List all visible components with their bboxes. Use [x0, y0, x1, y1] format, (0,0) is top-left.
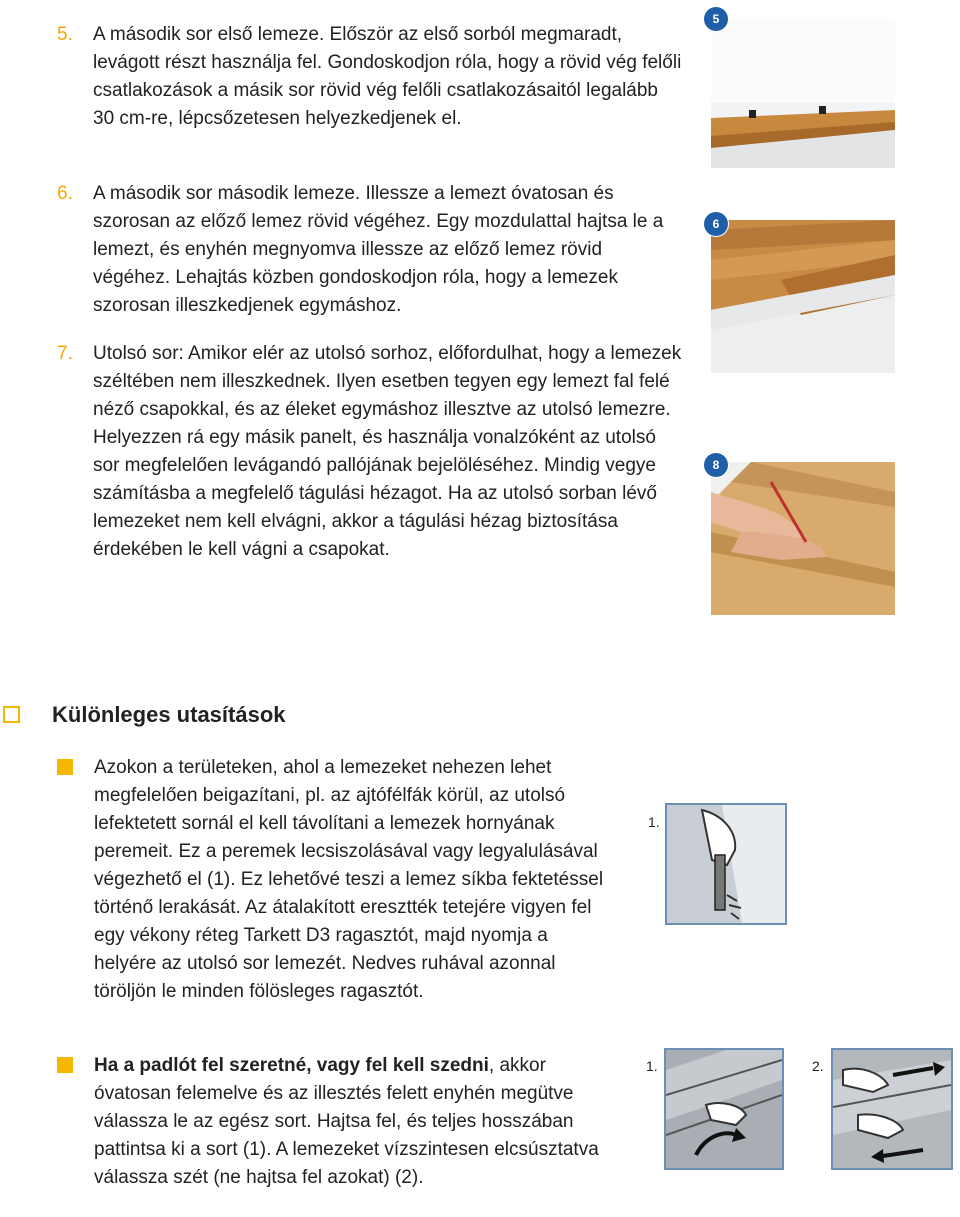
photo-badge-5: 5 — [704, 7, 728, 31]
bullet-square-icon — [57, 759, 73, 775]
illustration-label: 1. — [646, 1058, 658, 1074]
illustration-plane-edge — [665, 803, 787, 925]
illustration-slide-apart — [831, 1048, 953, 1170]
step-number-6: 6. — [57, 183, 73, 204]
special-paragraph-1: Azokon a területeken, ahol a lemezeket nehezen lehet megfelelően beigazítani, pl. az ajtófélfák körül, az utolsó lefektetett sornál el kell távolítani a lemezek hornyának peremeit. Ez a peremek lecsiszolásával vagy legyalulásával végezhető el (1). Ez lehetővé teszi a lemez síkba fektetéssel történő lerakását. Az átalakított eresztték tetejére vigyen fel egy vékony réteg Tarkett D3 ragasztót, majd nyomja a helyére az utolsó sor lemezét. Nedves ruhával azonnal töröljön le minden fölösleges ragasztót. — [94, 757, 604, 1002]
illustration-lift-row — [664, 1048, 784, 1170]
photo-badge-8: 8 — [704, 453, 728, 477]
illustration-label: 1. — [648, 814, 660, 830]
photo-step-8 — [711, 462, 895, 615]
special-paragraph-2-rest: , akkor óvatosan felemelve és az illesztés felett enyhén megütve válassza le az egész sort. Hajtsa fel, és teljes hosszában pattintsa ki a sort (1). A lemezeket vízszintesen elcsúsztatva válassza szét (ne hajtsa fel azokat) (2). — [94, 1055, 599, 1188]
step-text-5: A második sor első lemeze. Először az első sorból megmaradt, levágott részt használja fel. Gondoskodjon róla, hogy a rövid vég felőli csatlakozások a másik sor rövid vég felőli csatlakozásaitól legalább 30 cm-re, lépcsőzetesen helyezkedjenek el. — [93, 24, 682, 129]
section-title: Különleges utasítások — [52, 702, 286, 727]
step-number-7: 7. — [57, 343, 73, 364]
step-number-5: 5. — [57, 24, 73, 45]
section-checkbox-icon — [3, 706, 20, 723]
step-text-7: Utolsó sor: Amikor elér az utolsó sorhoz, előfordulhat, hogy a lemezek széltében nem illeszkednek. Ilyen esetben tegyen egy lemezt fal felé néző csapokkal, és az éleket egymáshoz illesztve az utolsó lemezre. Helyezzen rá egy másik panelt, és használja vonalzóként az utolsó sor megfelelően levágandó pallójának bejelöléséhez. Mindig vegye számításba a megfelelő tágulási hézagot. Ha az utolsó sorban lévő lemezeket nem kell elvágni, akkor a tágulási hézag biztosítása érdekében le kell vágni a csapokat. — [93, 343, 682, 560]
photo-badge-6: 6 — [704, 212, 728, 236]
photo-step-6 — [711, 220, 895, 373]
special-paragraph-2-bold: Ha a padlót fel szeretné, vagy fel kell szedni — [94, 1055, 489, 1076]
photo-step-5 — [711, 18, 895, 168]
special-paragraph-2 — [94, 1052, 604, 1192]
step-text-6: A második sor második lemeze. Illessze a lemezt óvatosan és szorosan az előző lemez rövid végéhez. Egy mozdulattal hajtsa le a lemezt, és enyhén megnyomva illessze az előző lemez rövid végéhez. Lehajtás közben gondoskodjon róla, hogy a lemezek szorosan illeszkedjenek egymáshoz. — [93, 183, 664, 316]
bullet-square-icon — [57, 1057, 73, 1073]
illustration-label: 2. — [812, 1058, 824, 1074]
